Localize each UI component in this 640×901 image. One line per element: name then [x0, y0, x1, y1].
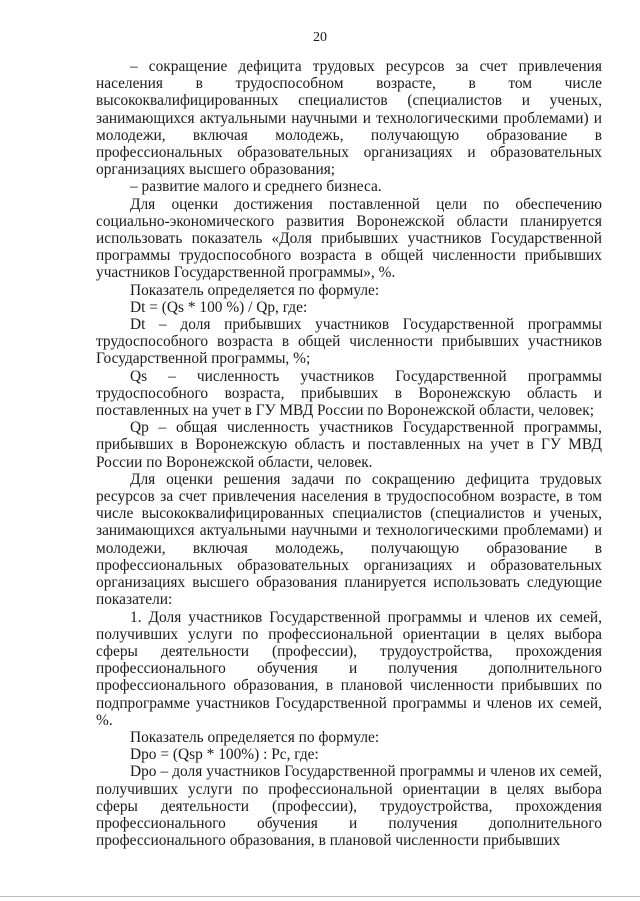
formula: Dt = (Qs * 100 %) / Qp, где:	[130, 298, 308, 316]
paragraph: Dt – доля прибывших участников Государственной программы трудоспособного возраста в общей численности прибывших участников Государственной программы, %;	[96, 316, 602, 368]
page-bottom-edge	[0, 896, 640, 897]
paragraph: – сокращение дефицита трудовых ресурсов за счет привлечения населения в трудоспособном возрасте, в том числе высококвалифицированных специалистов (специалистов и ученых, занимающихся актуальными научными и технологическими проблемами) и молодежи, включая молодежь, получающую образование в профессиональных образовательных организациях и образовательных организациях высшего образования;	[96, 58, 602, 179]
formula: Dpo = (Qsp * 100%) : Pc, где:	[130, 746, 319, 764]
paragraph: Для оценки достижения поставленной цели по обеспечению социально-экономического развития Воронежской области планируется использовать показатель «Доля прибывших участников Государственной программы трудоспособного возраста в общей численности прибывших участников Государственной программы», %.	[96, 195, 602, 282]
page-number: 20	[313, 30, 327, 45]
paragraph: Для оценки решения задачи по сокращению дефицита трудовых ресурсов за счет привлечения населения в трудоспособном возрасте, в том числе высококвалифицированных специалистов (специалистов и ученых, занимающихся актуальными научными и технологическими проблемами) и молодежи, включая молодежь, получающую образование в профессиональных образовательных организациях и образовательных организациях высшего образования планируется использовать следующие показатели:	[96, 470, 602, 609]
document-body	[96, 58, 602, 849]
paragraph: Qs – численность участников Государственной программы трудоспособного возраста, прибывших в Воронежскую область и поставленных на учет в ГУ МВД России по Воронежской области, человек;	[96, 367, 602, 420]
paragraph: – развитие малого и среднего бизнеса.	[130, 178, 382, 196]
paragraph: Показатель определяется по формуле:	[130, 281, 380, 299]
paragraph: Показатель определяется по формуле:	[130, 728, 380, 746]
paragraph: Dpo – доля участников Государственной программы и членов их семей, получивших услуги по профессиональной ориентации в целях выбора сферы деятельности (профессии), трудоустройства, прохождения профессионального обучения и получения дополнительного профессионального образования, в плановой численности прибывших	[96, 763, 602, 850]
paragraph: Qp – общая численность участников Государственной программы, прибывших в Воронежскую область и поставленных на учет в ГУ МВД России по Воронежской области, человек.	[96, 419, 602, 471]
paragraph: 1. Доля участников Государственной программы и членов их семей, получивших услуги по профессиональной ориентации в целях выбора сферы деятельности (профессии), трудоустройства, прохождения профессионального обучения и получения дополнительного профессионального образования, в плановой численности прибывших по подпрограмме участников Государственной программы и членов их семей, %.	[96, 608, 602, 729]
